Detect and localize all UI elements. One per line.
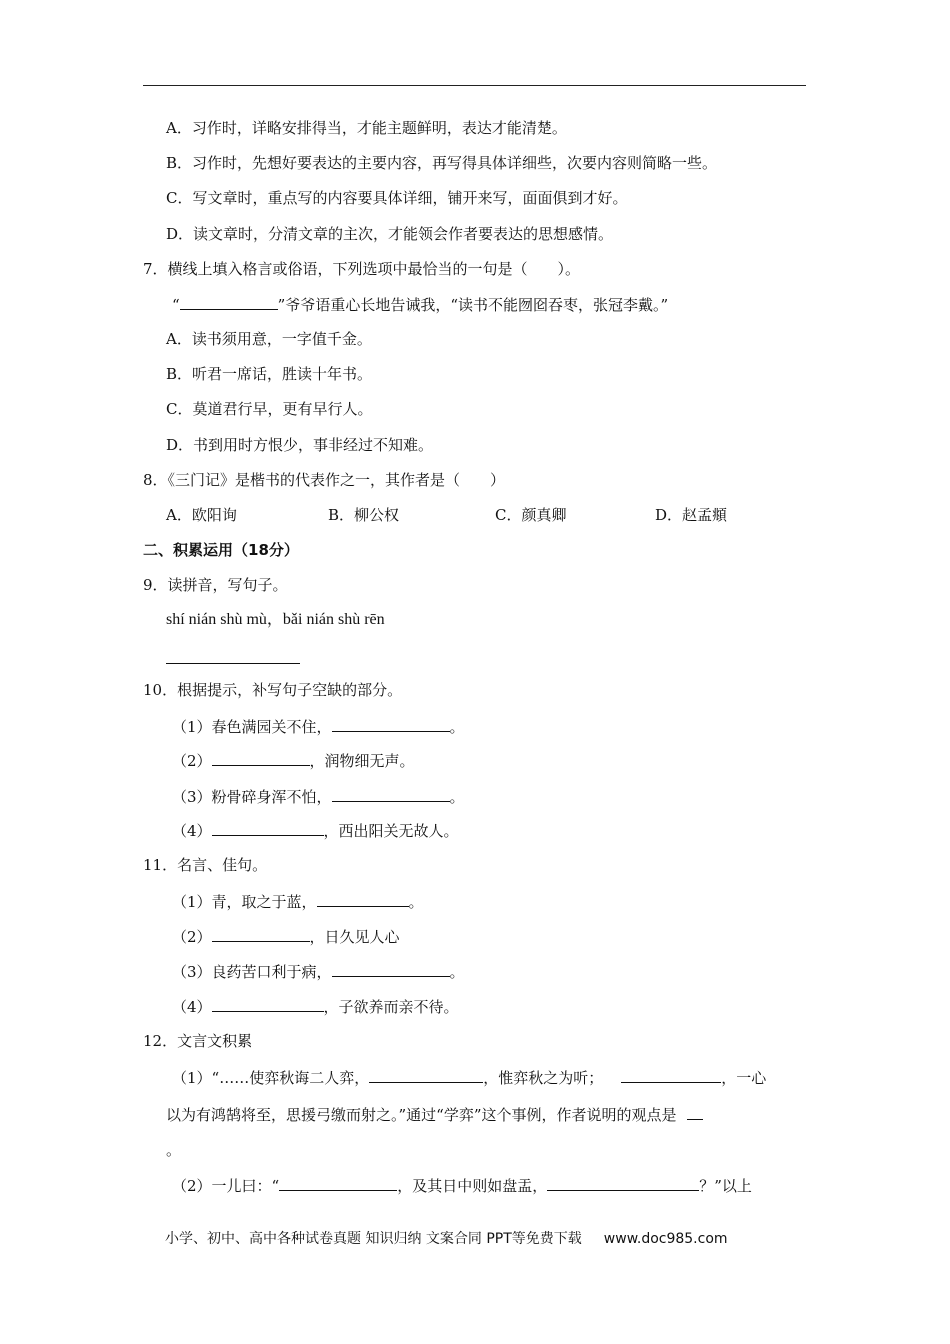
q11-item-3-post: 。 — [449, 963, 465, 981]
footer-url[interactable]: www.doc985.com — [603, 1231, 728, 1247]
q11-item-1-pre: （1）青，取之于蓝， — [172, 893, 317, 911]
q11-item-3-blank[interactable] — [332, 961, 450, 977]
q9-pinyin: shí nián shù mù，bǎi nián shù rēn — [166, 611, 385, 628]
header-rule — [143, 85, 806, 86]
q7-quote-line — [172, 294, 668, 314]
q7-stem: 7．横线上填入格言或俗语，下列选项中最恰当的一句是（ ）。 — [143, 260, 581, 278]
q11-stem: 11．名言、佳句。 — [143, 856, 268, 874]
q8-option-c: C．颜真卿 — [495, 506, 567, 524]
q10-item-3-post: 。 — [449, 788, 465, 806]
q10-stem: 10．根据提示，补写句子空缺的部分。 — [143, 681, 403, 699]
q10-item-3 — [172, 786, 465, 806]
q6-option-d: D．读文章时，分清文章的主次，才能领会作者要表达的思想感情。 — [166, 225, 614, 243]
q12-p1-blank-1[interactable] — [369, 1067, 483, 1083]
footer — [165, 1228, 728, 1248]
q12-p1-blank-2[interactable] — [621, 1067, 721, 1083]
q12-p1-text-a: （1）“……使弈秋诲二人弈， — [172, 1069, 370, 1087]
q11-item-1-post: 。 — [408, 893, 424, 911]
q12-p1-text-c: ，一心 — [721, 1069, 767, 1087]
q12-p1-line2-text: 以为有鸿鹄将至，思援弓缴而射之。”通过“学弈”这个事例，作者说明的观点是 — [166, 1106, 677, 1124]
q11-item-2-pre: （2） — [172, 928, 212, 946]
q11-item-4-blank[interactable] — [212, 996, 324, 1012]
q9-answer-blank[interactable] — [166, 648, 300, 664]
q11-item-4 — [172, 996, 459, 1016]
q12-p2-blank-1[interactable] — [279, 1175, 397, 1191]
q7-answer-blank[interactable] — [180, 294, 278, 310]
q6-option-b: B．习作时，先想好要表达的主要内容，再写得具体详细些，次要内容则简略一些。 — [166, 154, 718, 172]
q8-stem: 8．《三门记》是楷书的代表作之一，其作者是（ ） — [143, 471, 506, 489]
q10-item-1-post: 。 — [449, 718, 465, 736]
q10-item-2-blank[interactable] — [212, 750, 310, 766]
q7-quote-open: “ — [172, 296, 180, 314]
q10-item-1-pre: （1）春色满园关不住， — [172, 718, 332, 736]
q10-item-3-blank[interactable] — [332, 786, 450, 802]
q12-p1-text-b: ，惟弈秋之为听； — [483, 1069, 604, 1087]
q10-item-4-blank[interactable] — [212, 820, 324, 836]
q7-quote-rest: ”爷爷语重心长地告诫我，“读书不能囫囵吞枣，张冠李戴。” — [277, 296, 669, 314]
q12-p1-end: 。 — [166, 1141, 182, 1159]
section-title: 二、积累运用（18分） — [143, 541, 299, 559]
q11-item-2 — [172, 926, 400, 946]
q11-item-1 — [172, 891, 424, 911]
q10-item-4 — [172, 820, 459, 840]
q8-option-b: B．柳公权 — [328, 506, 400, 524]
q10-item-2-post: ，润物细无声。 — [309, 752, 415, 770]
q11-item-3 — [172, 961, 465, 981]
q12-p1-blank-3[interactable] — [687, 1104, 703, 1120]
q10-item-2-pre: （2） — [172, 752, 212, 770]
q7-option-b: B．听君一席话，胜读十年书。 — [166, 365, 373, 383]
q12-p2-text-a: （2）一儿曰：“ — [172, 1177, 280, 1195]
q12-part1-line2 — [166, 1104, 703, 1124]
q12-p2-blank-2[interactable] — [547, 1175, 699, 1191]
q12-part2-line1 — [172, 1175, 752, 1195]
q9-stem: 9．读拼音，写句子。 — [143, 576, 288, 594]
q7-option-a: A．读书须用意，一字值千金。 — [166, 330, 372, 348]
q10-item-2 — [172, 750, 415, 770]
q11-item-1-blank[interactable] — [317, 891, 409, 907]
q8-option-d: D．赵孟頫 — [655, 506, 728, 524]
q10-item-1-blank[interactable] — [332, 716, 450, 732]
q12-stem: 12．文言文积累 — [143, 1032, 253, 1050]
q10-item-1 — [172, 716, 465, 736]
q12-part1-line1 — [172, 1067, 766, 1087]
q10-item-4-pre: （4） — [172, 822, 212, 840]
q11-item-3-pre: （3）良药苦口利于病， — [172, 963, 332, 981]
q12-p2-text-c: ？”以上 — [699, 1177, 752, 1195]
q11-item-4-post: ，子欲养而亲不待。 — [323, 998, 459, 1016]
q11-item-2-blank[interactable] — [212, 926, 310, 942]
footer-text: 小学、初中、高中各种试卷真题 知识归纳 文案合同 PPT等免费下载 — [165, 1231, 582, 1247]
q11-item-4-pre: （4） — [172, 998, 212, 1016]
q6-option-c: C．写文章时，重点写的内容要具体详细，铺开来写，面面俱到才好。 — [166, 189, 628, 207]
q11-item-2-post: ，日久见人心 — [309, 928, 400, 946]
q10-item-4-post: ，西出阳关无故人。 — [323, 822, 459, 840]
q12-p2-text-b: ，及其日中则如盘盂， — [397, 1177, 548, 1195]
q10-item-3-pre: （3）粉骨碎身浑不怕， — [172, 788, 332, 806]
q7-option-c: C．莫道君行早，更有早行人。 — [166, 400, 373, 418]
q8-option-a: A．欧阳询 — [166, 506, 237, 524]
q7-option-d: D．书到用时方恨少，事非经过不知难。 — [166, 436, 434, 454]
q6-option-a: A．习作时，详略安排得当，才能主题鲜明，表达才能清楚。 — [166, 119, 567, 137]
